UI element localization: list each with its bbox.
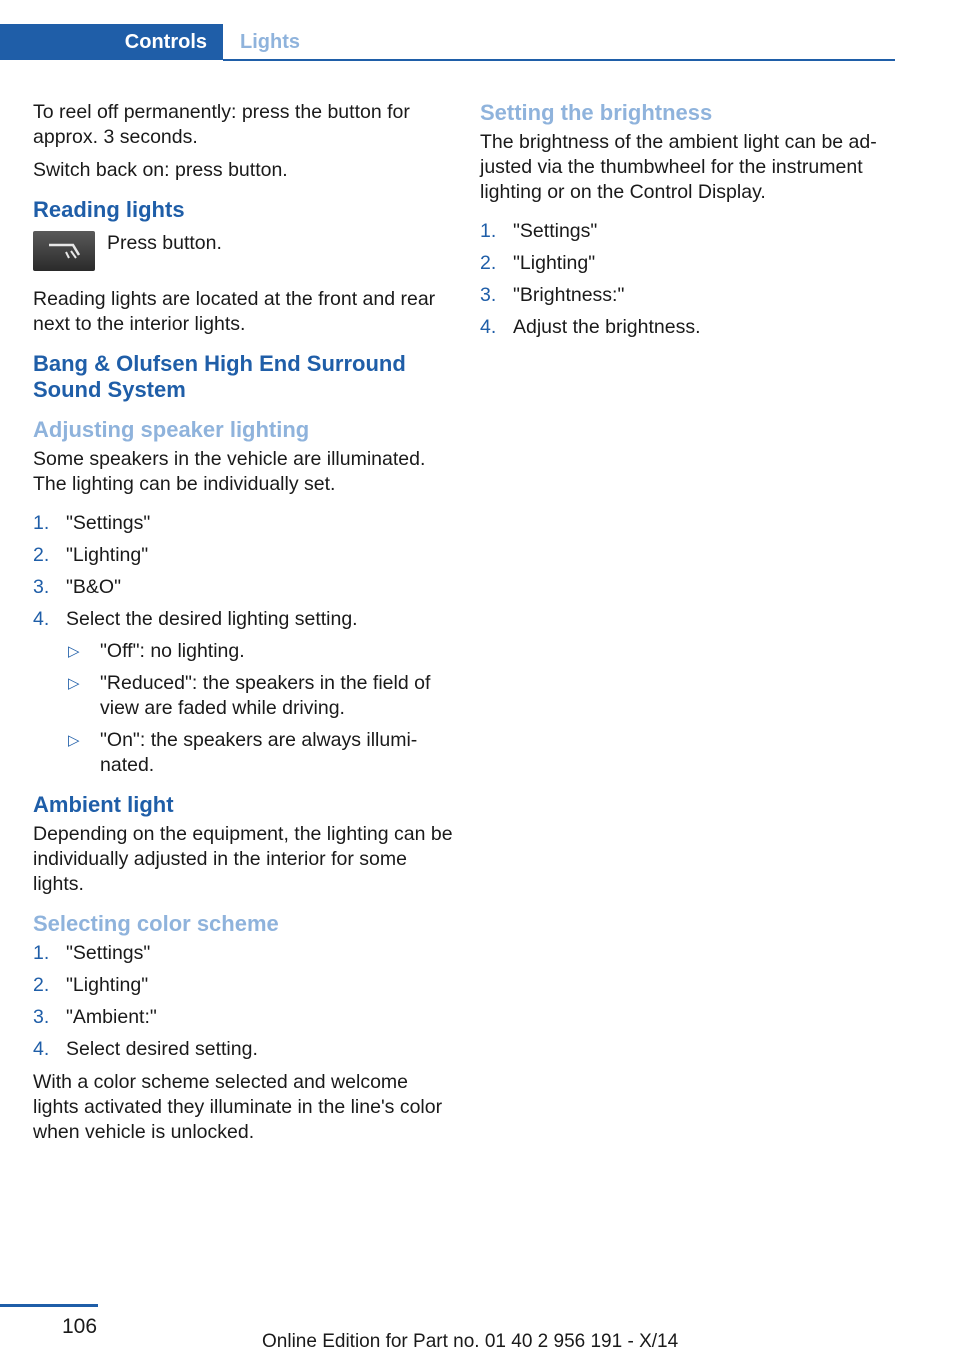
right-column: [480, 100, 900, 348]
step-text: "Lighting": [66, 974, 149, 996]
intro-paragraph-2: Switch back on: press button.: [33, 159, 288, 181]
step-number: 4.: [33, 1038, 50, 1060]
left-column: [33, 100, 453, 1153]
step-number: 2.: [480, 252, 497, 274]
option-text: "On": the speakers are always illumi-nated.: [100, 729, 418, 776]
page-number: 106: [62, 1315, 98, 1338]
step-number: 3.: [33, 576, 50, 598]
step-text: Select desired setting.: [66, 1038, 258, 1060]
step-text: Adjust the brightness.: [513, 316, 701, 338]
speaker-steps-list: [33, 511, 453, 778]
list-item: [33, 973, 453, 998]
option-text: "Reduced": the speakers in the field of view are faded while driving.: [100, 672, 431, 719]
brightness-paragraph: The brightness of the ambient light can be ad-justed via the thumbwheel for the instrument lighting or on the Control Display.: [480, 131, 877, 203]
color-scheme-paragraph: With a color scheme selected and welcome lights activated they illuminate in the line's color when vehicle is unlocked.: [33, 1071, 443, 1143]
speaker-options-list: [66, 639, 453, 778]
list-item: [33, 543, 453, 568]
step-text: "Brightness:": [513, 284, 625, 306]
color-scheme-heading: Selecting color scheme: [33, 911, 279, 936]
step-text: "Settings": [66, 942, 151, 964]
triangle-bullet-icon: ▷: [68, 643, 80, 660]
step-text: "B&O": [66, 576, 122, 598]
step-number: 2.: [33, 544, 50, 566]
step-text: "Lighting": [66, 544, 149, 566]
step-number: 1.: [33, 512, 50, 534]
list-item: [480, 251, 900, 276]
option-text: "Off": no lighting.: [100, 640, 245, 662]
tab-controls[interactable]: Controls: [0, 24, 223, 60]
page-number-rule: [0, 1304, 98, 1307]
step-number: 3.: [480, 284, 497, 306]
reading-light-button-icon: [33, 231, 95, 271]
step-number: 1.: [480, 220, 497, 242]
ambient-light-paragraph: Depending on the equipment, the lighting can be individually adjusted in the interior for some lights.: [33, 823, 453, 895]
step-text: "Lighting": [513, 252, 596, 274]
reading-press-text: Press button.: [107, 232, 222, 254]
step-number: 4.: [480, 316, 497, 338]
list-item: [66, 639, 453, 664]
brightness-heading: Setting the brightness: [480, 100, 713, 125]
header-rule: [223, 59, 895, 61]
step-text: "Settings": [513, 220, 598, 242]
brightness-steps-list: [480, 219, 900, 340]
tab-lights[interactable]: Lights: [240, 30, 300, 53]
list-item: [66, 671, 453, 721]
step-text: Select the desired lighting setting.: [66, 608, 358, 630]
step-number: 2.: [33, 974, 50, 996]
list-item: [33, 1005, 453, 1030]
step-number: 4.: [33, 608, 50, 630]
reading-lights-heading: Reading lights: [33, 197, 185, 222]
footer-edition: Online Edition for Part no. 01 40 2 956 191 - X/14: [262, 1331, 679, 1352]
reading-lights-paragraph: Reading lights are located at the front and rear next to the interior lights.: [33, 288, 436, 335]
triangle-bullet-icon: ▷: [68, 732, 80, 749]
list-item: [33, 511, 453, 536]
step-text: "Ambient:": [66, 1006, 157, 1028]
page-header: [0, 24, 895, 62]
step-number: 1.: [33, 942, 50, 964]
list-item: [480, 315, 900, 340]
ambient-light-heading: Ambient light: [33, 792, 174, 817]
speaker-lighting-heading: Adjusting speaker lighting: [33, 417, 310, 442]
color-steps-list: [33, 941, 453, 1062]
list-item: [33, 1037, 453, 1062]
step-text: "Settings": [66, 512, 151, 534]
step-number: 3.: [33, 1006, 50, 1028]
triangle-bullet-icon: ▷: [68, 675, 80, 692]
speaker-lighting-paragraph: Some speakers in the vehicle are illuminated. The lighting can be individually set.: [33, 448, 426, 495]
bang-olufsen-heading: Bang & Olufsen High End Surround Sound System: [33, 351, 406, 402]
list-item: [33, 575, 453, 600]
list-item: [33, 607, 453, 778]
list-item: [480, 219, 900, 244]
list-item: [480, 283, 900, 308]
list-item: [33, 941, 453, 966]
list-item: [66, 728, 453, 778]
intro-paragraph-1: To reel off permanently: press the button for approx. 3 seconds.: [33, 101, 410, 148]
reading-button-row: [33, 231, 453, 279]
